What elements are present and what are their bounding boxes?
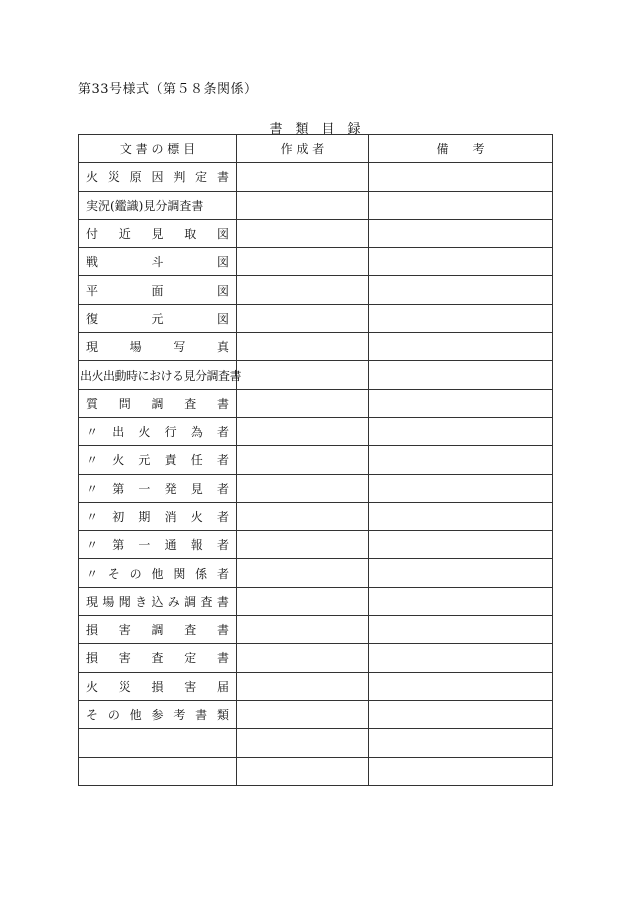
table-row [79,502,553,530]
author-cell [237,644,369,672]
doc-title-cell [79,219,237,247]
author-cell [237,163,369,191]
doc-title-cell [79,389,237,417]
doc-title-text: 損 害 査 定 書 [86,651,229,666]
author-cell [237,219,369,247]
doc-title-cell [79,191,237,219]
author-cell [237,757,369,785]
doc-title-text: 〃 そ の 他 関 係 者 [86,566,229,581]
remarks-cell [369,446,553,474]
author-cell [237,361,369,389]
author-cell [237,502,369,530]
author-cell [237,531,369,559]
doc-title-cell [79,502,237,530]
doc-title-cell [79,531,237,559]
author-cell [237,672,369,700]
author-cell [237,333,369,361]
table-row [79,417,553,445]
table-row [79,389,553,417]
table-row [79,446,553,474]
header-doc-title: 文 書 の 標 目 [79,135,237,163]
author-cell [237,191,369,219]
doc-title-cell [79,672,237,700]
doc-title-cell [79,248,237,276]
doc-title-text: 現 場 聞 き 込 み 調 査 書 [86,594,229,609]
table-row [79,276,553,304]
doc-title-cell [79,757,237,785]
table-row [79,361,553,389]
table-row [79,474,553,502]
table-row [79,163,553,191]
doc-title-text: 〃 火 元 責 任 者 [86,453,229,468]
header-author: 作 成 者 [237,135,369,163]
remarks-cell [369,587,553,615]
doc-title-text: 復 元 図 [86,311,229,326]
author-cell [237,616,369,644]
table-row [79,616,553,644]
author-cell [237,304,369,332]
remarks-cell [369,531,553,559]
remarks-cell [369,502,553,530]
doc-title-cell [79,559,237,587]
doc-title-cell [79,304,237,332]
remarks-cell [369,644,553,672]
remarks-cell [369,417,553,445]
author-cell [237,446,369,474]
doc-title-text: 付 近 見 取 図 [86,227,229,242]
author-cell [237,587,369,615]
author-cell [237,559,369,587]
doc-title-text: 戦 斗 図 [86,255,229,270]
remarks-cell [369,757,553,785]
doc-title-cell [79,729,237,757]
doc-title-text: 質 問 調 査 書 [86,396,229,411]
remarks-cell [369,191,553,219]
table-row [79,559,553,587]
doc-title-text: 火 災 損 害 届 [86,679,229,694]
doc-title-text: 損 害 調 査 書 [86,623,229,638]
remarks-cell [369,219,553,247]
remarks-cell [369,616,553,644]
doc-title-cell [79,700,237,728]
form-number: 第33号様式（第５８条関係） [78,82,258,97]
remarks-cell [369,700,553,728]
table-row [79,672,553,700]
remarks-cell [369,729,553,757]
header-remarks: 備 考 [369,135,553,163]
author-cell [237,700,369,728]
remarks-cell [369,559,553,587]
table-row [79,644,553,672]
table-row [79,304,553,332]
table-row [79,757,553,785]
author-cell [237,729,369,757]
table-row [79,587,553,615]
table-row [79,700,553,728]
header-row [79,135,553,163]
document-register-table [78,134,553,786]
remarks-cell [369,389,553,417]
doc-title-cell [79,163,237,191]
remarks-cell [369,361,553,389]
doc-title-text: 現 場 写 真 [86,340,229,355]
remarks-cell [369,248,553,276]
doc-title-text: 〃 第 一 発 見 者 [86,481,229,496]
doc-title-cell [79,417,237,445]
remarks-cell [369,163,553,191]
doc-title-cell [79,587,237,615]
doc-title-text: 出火出動時における見分調査書 [80,368,242,383]
remarks-cell [369,474,553,502]
doc-title-text: そ の 他 参 考 書 類 [86,708,229,723]
doc-title-cell [79,333,237,361]
table-row [79,531,553,559]
doc-title-text: 平 面 図 [86,283,229,298]
table-row [79,729,553,757]
doc-title-text: 〃 初 期 消 火 者 [86,510,229,524]
doc-title-cell [79,361,242,389]
remarks-cell [369,333,553,361]
doc-title-cell [79,446,237,474]
doc-title-cell [79,644,237,672]
author-cell [237,248,369,276]
author-cell [237,417,369,445]
author-cell [237,276,369,304]
table-row [79,191,553,219]
author-cell [237,474,369,502]
doc-title-text: 〃 第 一 通 報 者 [86,538,229,553]
doc-title-cell [79,474,237,502]
table-row [79,219,553,247]
doc-title-text: 〃 出 火 行 為 者 [86,425,229,440]
remarks-cell [369,672,553,700]
document-title-text: 書 類 目 録 [269,122,361,137]
table-row [79,248,553,276]
table-row [79,333,553,361]
doc-title-text: 実況(鑑識)見分調査書 [86,198,204,213]
doc-title-text: 火 災 原 因 判 定 書 [86,170,229,185]
remarks-cell [369,276,553,304]
remarks-cell [369,304,553,332]
doc-title-cell [79,616,237,644]
doc-title-cell [79,276,237,304]
author-cell [237,389,369,417]
